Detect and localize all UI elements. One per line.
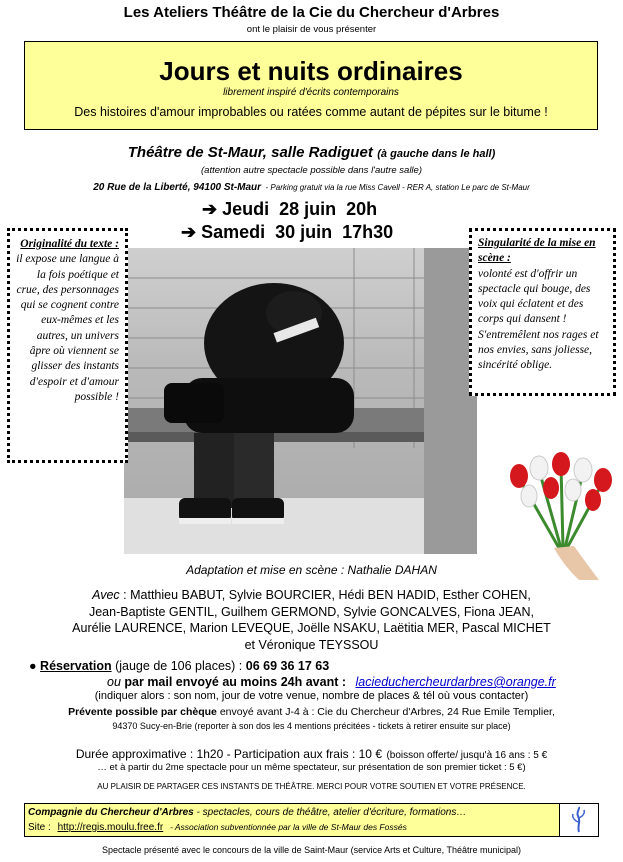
show-tagline: librement inspiré d'écrits contemporains xyxy=(223,87,399,98)
reservation-indications: (indiquer alors : son nom, jour de votre venue, nombre de places & tél où vous contacter) xyxy=(94,690,529,702)
mail-line: ou par mail envoyé au moins 24h avant : lacieduchercheurdarbres@orange.fr xyxy=(107,675,556,689)
date-1: ➔ Jeudi 28 juin 20h xyxy=(202,199,378,219)
company-logo xyxy=(559,803,599,837)
arrow-icon: ➔ xyxy=(202,199,218,219)
venue-line xyxy=(0,144,623,162)
reservation-line: ● Réservation (jauge de 106 places) : 06 69 36 17 63 xyxy=(29,659,330,673)
tree-logo-icon xyxy=(560,804,598,836)
duration-pricing: Durée approximative : 1h20 - Participation aux frais : 10 € (boisson offerte/ jusqu'à 16 ans : 5 € xyxy=(75,747,548,761)
cast-avec-label: Avec xyxy=(92,588,120,602)
show-description: Des histoires d'amour improbables ou ratées comme autant de pépites sur le bitume ! xyxy=(74,105,548,119)
prevente-line: Prévente possible par chèque envoyé avant J-4 à : Cie du Chercheur d'Arbres, 24 Rue Emile Templier, xyxy=(68,706,555,718)
reservation-label: Réservation xyxy=(40,659,112,673)
closing-message: AU PLAISIR DE PARTAGER CES INSTANTS DE THÉÂTRE. MERCI POUR VOTRE SOUTIEN ET VOTRE PRÉSENCE. xyxy=(97,782,526,791)
footer-site-line: Site : http://regis.moulu.free.fr - Association subventionnée par la ville de St-Maur des Fossés xyxy=(28,822,407,833)
venue-address: 20 Rue de la Liberté, 94100 St-Maur xyxy=(93,182,262,193)
show-photo xyxy=(124,248,477,554)
footer-note: Spectacle présenté avec le concours de la ville de Saint-Maur (service Arts et Culture, Théâtre municipal) xyxy=(101,845,522,855)
tulips-image xyxy=(499,448,619,580)
show-title: Jours et nuits ordinaires xyxy=(159,56,463,86)
company-header: Les Ateliers Théâtre de la Cie du Chercheur d'Arbres xyxy=(123,4,500,21)
site-link[interactable]: http://regis.moulu.free.fr xyxy=(57,822,164,833)
prevente-line-2: 94370 Sucy-en-Brie (reporter à son dos les 4 mentions précitées - tickets à retirer ensuite sur place) xyxy=(112,721,511,731)
title-box xyxy=(24,41,598,130)
phone-number: 06 69 36 17 63 xyxy=(245,659,330,673)
venue-parking: - Parking gratuit via la rue Miss Cavell - RER A, station Le parc de St-Maur xyxy=(265,183,530,192)
date-2: ➔ Samedi 30 juin 17h30 xyxy=(181,222,394,242)
footer-company-line: Compagnie du Chercheur d'Arbres - spectacles, cours de théâtre, atelier d'écriture, formations… xyxy=(28,807,467,818)
adaptation-credit: Adaptation et mise en scène : Nathalie DAHAN xyxy=(186,563,437,577)
footer-box xyxy=(24,803,599,837)
right-box-body: volonté est d'offrir un spectacle qui bouge, des voix qui éclatent et des corps qui dansent ! S'entremêlent nos rages et nos envies, sans joliesse, sincérité oblige. xyxy=(478,267,599,372)
venue-address-line xyxy=(0,177,623,195)
pricing-second-show: … et à partir du 2me spectacle pour un même spectateur, sur présentation de son premier ticket : 5 €) xyxy=(97,762,526,773)
staging-box xyxy=(469,228,616,396)
venue-note: (à gauche dans le hall) xyxy=(377,148,496,160)
right-box-heading: Singularité de la mise en scène : xyxy=(478,237,596,265)
left-box-body: il expose une langue à la fois poétique et crue, des personnages qui se cognent contre eux-mêmes et les autres, un univers âpre où viennent se glisser des instants d'espoir et d'amour possible ! xyxy=(16,253,119,403)
venue-attention: (attention autre spectacle possible dans l'autre salle) xyxy=(201,165,422,176)
bullet-icon: ● xyxy=(29,659,37,673)
venue-name: Théâtre de St-Maur, salle Radiguet xyxy=(127,144,373,161)
photo-illustration xyxy=(124,248,477,554)
arrow-icon: ➔ xyxy=(181,222,197,242)
left-box-heading: Originalité du texte : xyxy=(20,238,119,250)
header-subtitle: ont le plaisir de vous présenter xyxy=(246,24,377,35)
email-link[interactable]: lacieduchercheurdarbres@orange.fr xyxy=(355,675,556,689)
cast-list: Avec : Matthieu BABUT, Sylvie BOURCIER, Hédi BEN HADID, Esther COHEN, Jean-Baptiste GENTIL, Guilhem GERMOND, Sylvie GONCALVES, Fiona JEAN, Aurélie LAURENCE, Marion LEVEQUE, Joëlle NSAKU, Laëtitia MER, Pascal MICHET et Véronique TEYSSOU xyxy=(72,588,551,652)
text-originality-box xyxy=(7,228,128,463)
